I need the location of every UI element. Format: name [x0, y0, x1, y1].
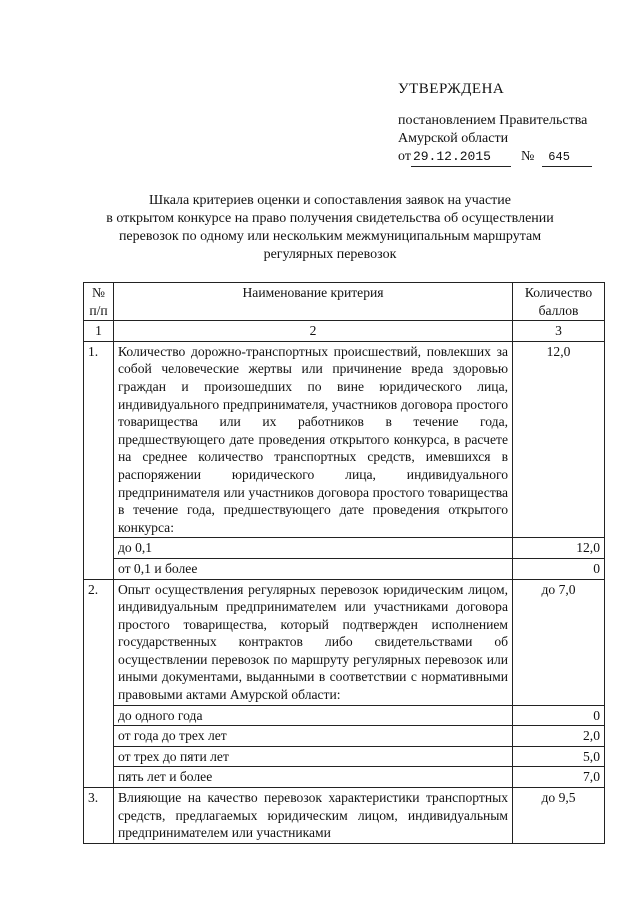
- header-criterion: Наименование критерия: [113, 283, 512, 321]
- criterion-text: Количество дорожно-транспортных происшествий, повлекших за собой человеческие жертвы или причинение вреда здоровью граждан и произошедших по вине юридического лица, индивидуального предпринимателя, участников договора простого товарищества или их работников в течение года, предшествующего дате проведения открытого конкурса, в расчете на среднее количество транспортных средств, имевшихся в распоряжении юридического лица, индивидуального предпринимателя или участников договора простого товарищества в течение года, предшествующего дате проведения открытого конкурса:: [113, 341, 512, 538]
- sub-criterion-points: 0: [513, 705, 605, 726]
- header-points: Количество баллов: [513, 283, 605, 321]
- index-cell: 2: [113, 321, 512, 342]
- criterion-number: 2.: [84, 579, 114, 788]
- approval-number: 645: [542, 148, 592, 167]
- criterion-points: до 9,5: [513, 788, 605, 844]
- title-line-2: в открытом конкурсе на право получения свидетельства об осуществлении: [106, 211, 554, 226]
- sub-criterion-text: до одного года: [113, 705, 512, 726]
- index-cell: 3: [513, 321, 605, 342]
- sub-criterion-text: от трех до пяти лет: [113, 746, 512, 767]
- approval-date: 29.12.2015: [411, 148, 511, 167]
- title-line-1: Шкала критериев оценки и сопоставления заявок на участие: [149, 193, 511, 208]
- criterion-number: 3.: [84, 788, 114, 844]
- index-row: [84, 321, 605, 342]
- criterion-text: Влияющие на качество перевозок характеристики транспортных средств, предлагаемых юридическим лицом, индивидуальным предпринимателем или участниками: [113, 788, 512, 844]
- sub-criterion-text: от 0,1 и более: [113, 558, 512, 579]
- criterion-row-1: [84, 341, 605, 538]
- criteria-table: [83, 282, 605, 844]
- header-row: [84, 283, 605, 321]
- approval-line-2: Амурской области: [398, 131, 509, 146]
- sub-criterion-text: до 0,1: [113, 538, 512, 559]
- criterion-points: 12,0: [513, 341, 605, 538]
- criterion-row-3: [84, 788, 605, 844]
- approval-dateline: [398, 148, 618, 167]
- header-number: № п/п: [84, 283, 114, 321]
- approval-line-1: постановлением Правительства: [398, 113, 588, 128]
- sub-criterion-points: 0: [513, 558, 605, 579]
- sub-row: [84, 538, 605, 559]
- sub-criterion-points: 2,0: [513, 726, 605, 747]
- approval-stamp: [398, 80, 618, 167]
- sub-criterion-points: 7,0: [513, 767, 605, 788]
- criterion-text: Опыт осуществления регулярных перевозок юридическим лицом, индивидуальным предпринимателем или участниками договора простого товарищества, который подтвержден исполнением государственных контрактов либо свидетельствами об осуществлении перевозок по маршруту регулярных перевозок или иными документами, выданными в соответствии с нормативными правовыми актами Амурской области:: [113, 579, 512, 705]
- criterion-points: до 7,0: [513, 579, 605, 705]
- sub-criterion-text: от года до трех лет: [113, 726, 512, 747]
- document-title: [70, 192, 590, 264]
- title-line-3: перевозок по одному или нескольким межмуниципальным маршрутам: [118, 229, 542, 244]
- index-cell: 1: [84, 321, 114, 342]
- title-line-4: регулярных перевозок: [263, 247, 397, 262]
- criterion-number: 1.: [84, 341, 114, 579]
- number-label: №: [520, 149, 535, 164]
- sub-criterion-points: 12,0: [513, 538, 605, 559]
- approval-title: УТВЕРЖДЕНА: [398, 81, 505, 97]
- sub-criterion-points: 5,0: [513, 746, 605, 767]
- criterion-row-2: [84, 579, 605, 705]
- sub-row: [84, 726, 605, 747]
- date-prefix: от: [398, 149, 411, 164]
- sub-row: [84, 705, 605, 726]
- sub-criterion-text: пять лет и более: [113, 767, 512, 788]
- sub-row: [84, 767, 605, 788]
- sub-row: [84, 746, 605, 767]
- sub-row: [84, 558, 605, 579]
